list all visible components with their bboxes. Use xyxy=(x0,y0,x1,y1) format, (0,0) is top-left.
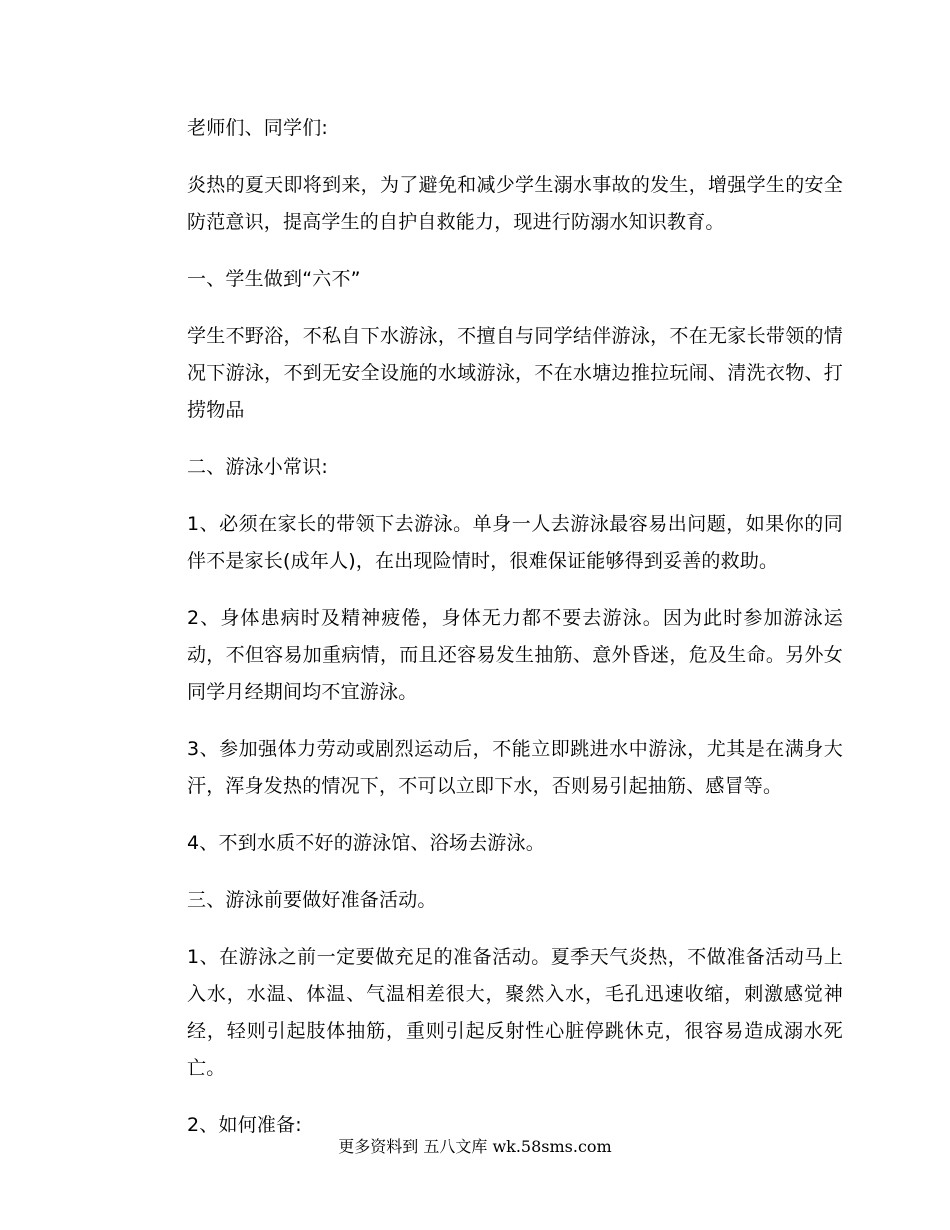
section-2-item-2: 2、身体患病时及精神疲倦，身体无力都不要去游泳。因为此时参加游泳运动，不但容易加重病情，而且还容易发生抽筋、意外昏迷，危及生命。另外女同学月经期间均不宜游泳。 xyxy=(187,607,843,703)
section-heading-3: 三、游泳前要做好准备活动。 xyxy=(187,889,437,911)
section-2-item-4: 4、不到水质不好的游泳馆、浴场去游泳。 xyxy=(187,832,545,854)
salutation: 老师们、同学们: xyxy=(187,117,329,139)
document-body xyxy=(187,110,843,1164)
section-3-item-2: 2、如何准备: xyxy=(187,1114,302,1136)
intro-paragraph: 炎热的夏天即将到来，为了避免和减少学生溺水事故的发生，增强学生的安全防范意识，提高学生的自护自救能力，现进行防溺水知识教育。 xyxy=(187,174,843,233)
section-3-item-1: 1、在游泳之前一定要做充足的准备活动。夏季天气炎热，不做准备活动马上入水，水温、体温、气温相差很大，聚然入水，毛孔迅速收缩，刺激感觉神经，轻则引起肢体抽筋，重则引起反射性心脏停跳休克，很容易造成溺水死亡。 xyxy=(187,946,843,1079)
section-1-paragraph: 学生不野浴，不私自下水游泳，不擅自与同学结伴游泳，不在无家长带领的情况下游泳，不到无安全设施的水域游泳，不在水塘边推拉玩闹、清洗衣物、打捞物品 xyxy=(187,325,843,421)
section-heading-1: 一、学生做到“六不” xyxy=(187,268,361,290)
section-2-item-1: 1、必须在家长的带领下去游泳。单身一人去游泳最容易出问题，如果你的同伴不是家长(成年人)，在出现险情时，很难保证能够得到妥善的救助。 xyxy=(187,513,843,572)
section-2-item-3: 3、参加强体力劳动或剧烈运动后，不能立即跳进水中游泳，尤其是在满身大汗，浑身发热的情况下，不可以立即下水，否则易引起抽筋、感冒等。 xyxy=(187,738,843,797)
page-footer: 更多资料到 五八文库 wk.58sms.com xyxy=(338,1137,612,1156)
section-heading-2: 二、游泳小常识: xyxy=(187,456,329,478)
